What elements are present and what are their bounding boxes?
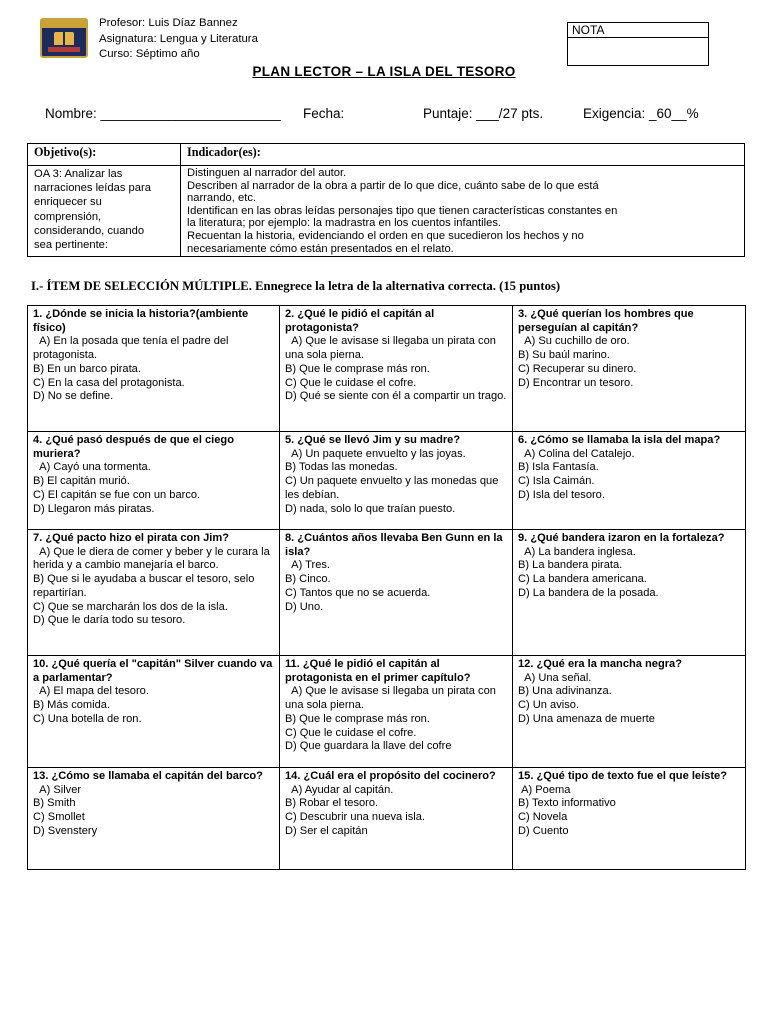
book-icon <box>54 32 74 45</box>
answer-option[interactable]: B) Robar el tesoro. <box>285 797 379 810</box>
objective-line: OA 3: Analizar las <box>34 168 123 180</box>
question-text: 10. ¿Qué quería el "capitán" Silver cuando va a parlamentar? <box>33 658 273 684</box>
answer-option[interactable]: D) No se define. <box>33 390 114 403</box>
indicator-line: narrando, etc. <box>187 192 257 205</box>
answer-option[interactable]: B) Todas las monedas. <box>285 461 398 474</box>
answer-option[interactable]: C) La bandera americana. <box>518 573 647 586</box>
answer-option[interactable]: B) Texto informativo <box>518 797 616 810</box>
answer-option[interactable]: A) Poema <box>518 783 571 796</box>
answer-option[interactable]: A) Silver <box>33 783 82 796</box>
objective-line: comprensión, <box>34 210 102 223</box>
indicator-line: Recuentan la historia, evidenciando el orden en que sucedieron los hechos y no <box>187 229 584 242</box>
answer-option[interactable]: A) Colina del Catalejo. <box>518 447 635 460</box>
question-row <box>28 432 746 530</box>
question-cell <box>28 432 280 530</box>
question-row <box>28 656 746 768</box>
answer-option[interactable]: B) Cinco. <box>285 573 331 586</box>
answer-option[interactable]: A) Una señal. <box>518 671 592 684</box>
question-cell <box>28 768 280 870</box>
logo-base <box>48 47 80 52</box>
question-text: 14. ¿Cuál era el propósito del cocinero? <box>285 770 496 782</box>
answer-option[interactable]: C) Smollet <box>33 811 85 824</box>
school-logo <box>40 18 88 58</box>
question-cell <box>280 656 513 768</box>
question-text: 8. ¿Cuántos años llevaba Ben Gunn en la isla? <box>285 532 503 558</box>
answer-option[interactable]: D) Qué se siente con él a compartir un trago. <box>285 390 507 403</box>
question-cell <box>280 768 513 870</box>
answer-option[interactable]: A) Ayudar al capitán. <box>285 783 394 796</box>
answer-option[interactable]: C) Descubrir una nueva isla. <box>285 811 425 824</box>
page-title: PLAN LECTOR – LA ISLA DEL TESORO <box>252 64 516 79</box>
section-title: I.- ÍTEM DE SELECCIÓN MÚLTIPLE. <box>31 279 252 293</box>
question-cell <box>280 306 513 432</box>
question-row <box>28 768 746 870</box>
objective-header: Objetivo(s): <box>28 144 181 166</box>
indicator-line: necesariamente cómo están presentados en el relato. <box>187 242 454 255</box>
question-row <box>28 306 746 432</box>
questions-table <box>27 305 746 870</box>
course: Curso: Séptimo año <box>99 48 200 61</box>
question-text: 4. ¿Qué pasó después de que el ciego muriera? <box>33 434 234 460</box>
answer-option[interactable]: D) Que le daría todo su tesoro. <box>33 614 186 627</box>
answer-option[interactable]: A) Un paquete envuelto y las joyas. <box>285 447 466 460</box>
answer-option[interactable]: A) Su cuchillo de oro. <box>518 335 630 348</box>
logo-band <box>42 20 86 28</box>
indicator-line: Identifican en las obras leídas personajes tipo que tienen características constantes en <box>187 204 618 217</box>
question-cell <box>513 432 746 530</box>
answer-option[interactable]: B) En un barco pirata. <box>33 362 141 375</box>
answer-option[interactable]: D) Que guardara la llave del cofre <box>285 740 452 753</box>
answer-option[interactable]: A) El mapa del tesoro. <box>33 685 149 698</box>
question-cell <box>513 768 746 870</box>
answer-option[interactable]: B) Que le comprase más ron. <box>285 712 430 725</box>
answer-option[interactable]: A) Cayó una tormenta. <box>33 461 151 474</box>
answer-option[interactable]: D) Cuento <box>518 824 569 837</box>
grade-box <box>567 22 709 66</box>
question-cell <box>28 530 280 656</box>
answer-option[interactable]: C) Tantos que no se acuerda. <box>285 586 431 599</box>
answer-option[interactable]: B) Su baúl marino. <box>518 349 610 362</box>
answer-option[interactable]: C) Que se marcharán los dos de la isla. <box>33 600 228 613</box>
answer-option[interactable]: A) Que le avisase si llegaba un pirata con una sola pierna. <box>285 335 500 362</box>
score-field: Puntaje: ___/27 pts. <box>423 106 544 121</box>
question-text: 11. ¿Qué le pidió el capitán al protagonista en el primer capítulo? <box>285 658 471 684</box>
indicator-line: Distinguen al narrador del autor. <box>187 167 347 179</box>
indicator-line: la literatura; por ejemplo: la madrastra en los cuentos infantiles. <box>187 217 502 230</box>
question-cell <box>513 306 746 432</box>
question-text: 13. ¿Cómo se llamaba el capitán del barco? <box>33 770 263 782</box>
answer-option[interactable]: C) Que le cuidase el cofre. <box>285 376 417 389</box>
answer-option[interactable]: A) Que le avisase si llegaba un pirata con una sola pierna. <box>285 685 500 712</box>
answer-option[interactable]: D) Una amenaza de muerte <box>518 712 655 725</box>
objective-line: enriquecer su <box>34 196 102 209</box>
answer-option[interactable]: D) Llegaron más piratas. <box>33 502 155 515</box>
subject: Asignatura: Lengua y Literatura <box>99 32 258 45</box>
question-cell <box>513 656 746 768</box>
answer-option[interactable]: C) Un paquete envuelto y las monedas que les debían. <box>285 475 502 501</box>
objectives-table <box>27 143 745 257</box>
answer-option[interactable]: B) Isla Fantasía. <box>518 461 599 474</box>
objective-line: narraciones leídas para <box>34 182 151 195</box>
indicator-cell <box>181 166 745 257</box>
header-info <box>99 16 258 63</box>
answer-option[interactable]: C) Recuperar su dinero. <box>518 362 637 375</box>
answer-option[interactable]: D) Isla del tesoro. <box>518 488 605 501</box>
answer-option[interactable]: C) El capitán se fue con un barco. <box>33 488 201 501</box>
answer-option[interactable]: C) Isla Caimán. <box>518 475 595 488</box>
answer-option[interactable]: B) Que si le ayudaba a buscar el tesoro, selo repartirían. <box>33 573 258 599</box>
indicator-header: Indicador(es): <box>181 144 745 166</box>
question-text: 1. ¿Dónde se inicia la historia?(ambiente físico) <box>33 308 249 334</box>
question-cell <box>28 306 280 432</box>
answer-option[interactable]: B) El capitán murió. <box>33 475 130 488</box>
question-text: 15. ¿Qué tipo de texto fue el que leíste? <box>518 770 727 782</box>
answer-option[interactable]: D) Svenstery <box>33 824 98 837</box>
answer-option[interactable]: D) La bandera de la posada. <box>518 586 659 599</box>
question-cell <box>513 530 746 656</box>
answer-option[interactable]: A) La bandera inglesa. <box>518 545 636 558</box>
objective-line: sea pertinente: <box>34 239 109 252</box>
question-text: 2. ¿Qué le pidió el capitán al protagonista? <box>285 308 435 334</box>
grade-label: NOTA <box>572 23 605 37</box>
question-row <box>28 530 746 656</box>
requirement-field: Exigencia: _60__% <box>583 106 699 121</box>
answer-option[interactable]: B) Una adivinanza. <box>518 685 612 698</box>
answer-option[interactable]: D) Ser el capitán <box>285 824 368 837</box>
answer-option[interactable]: B) Smith <box>33 797 76 810</box>
answer-option[interactable]: B) La bandera pirata. <box>518 559 623 572</box>
section-instruction: Ennegrece la letra de la alternativa correcta. (15 puntos) <box>251 279 561 293</box>
answer-option[interactable]: B) Más comida. <box>33 699 111 712</box>
question-text: 6. ¿Cómo se llamaba la isla del mapa? <box>518 434 721 446</box>
teacher-name: Profesor: Luis Díaz Bannez <box>99 17 238 29</box>
section-heading <box>31 279 751 294</box>
name-field[interactable]: Nombre: ________________________ <box>45 106 281 121</box>
question-text: 9. ¿Qué bandera izaron en la fortaleza? <box>518 532 725 544</box>
answer-option[interactable]: C) Una botella de ron. <box>33 712 142 725</box>
objective-cell <box>28 166 181 257</box>
question-text: 12. ¿Qué era la mancha negra? <box>518 658 683 670</box>
objective-line: considerando, cuando <box>34 224 145 237</box>
answer-option[interactable]: D) Encontrar un tesoro. <box>518 376 634 389</box>
answer-option[interactable]: C) En la casa del protagonista. <box>33 376 185 389</box>
question-cell <box>280 530 513 656</box>
grade-divider <box>568 37 708 38</box>
answer-option[interactable]: A) En la posada que tenía el padre del protagonista. <box>33 335 232 362</box>
question-cell <box>280 432 513 530</box>
question-text: 3. ¿Qué querían los hombres que perseguían al capitán? <box>518 308 694 334</box>
question-cell <box>28 656 280 768</box>
answer-option[interactable]: D) nada, solo lo que traían puesto. <box>285 502 456 515</box>
answer-option[interactable]: A) Que le diera de comer y beber y le curara la herida y a cambio manejaría el barco. <box>33 545 273 572</box>
answer-option[interactable]: C) Novela <box>518 811 568 824</box>
answer-option[interactable]: B) Que le comprase más ron. <box>285 362 430 375</box>
answer-option[interactable]: C) Un aviso. <box>518 699 580 712</box>
question-text: 5. ¿Qué se llevó Jim y su madre? <box>285 434 461 446</box>
answer-option[interactable]: C) Que le cuidase el cofre. <box>285 726 417 739</box>
indicator-line: Describen al narrador de la obra a partir de lo que dice, cuánto sabe de lo que está <box>187 179 599 192</box>
answer-option[interactable]: A) Tres. <box>285 559 331 572</box>
question-text: 7. ¿Qué pacto hizo el pirata con Jim? <box>33 532 230 544</box>
date-field[interactable]: Fecha: <box>303 106 345 121</box>
answer-option[interactable]: D) Uno. <box>285 600 324 613</box>
